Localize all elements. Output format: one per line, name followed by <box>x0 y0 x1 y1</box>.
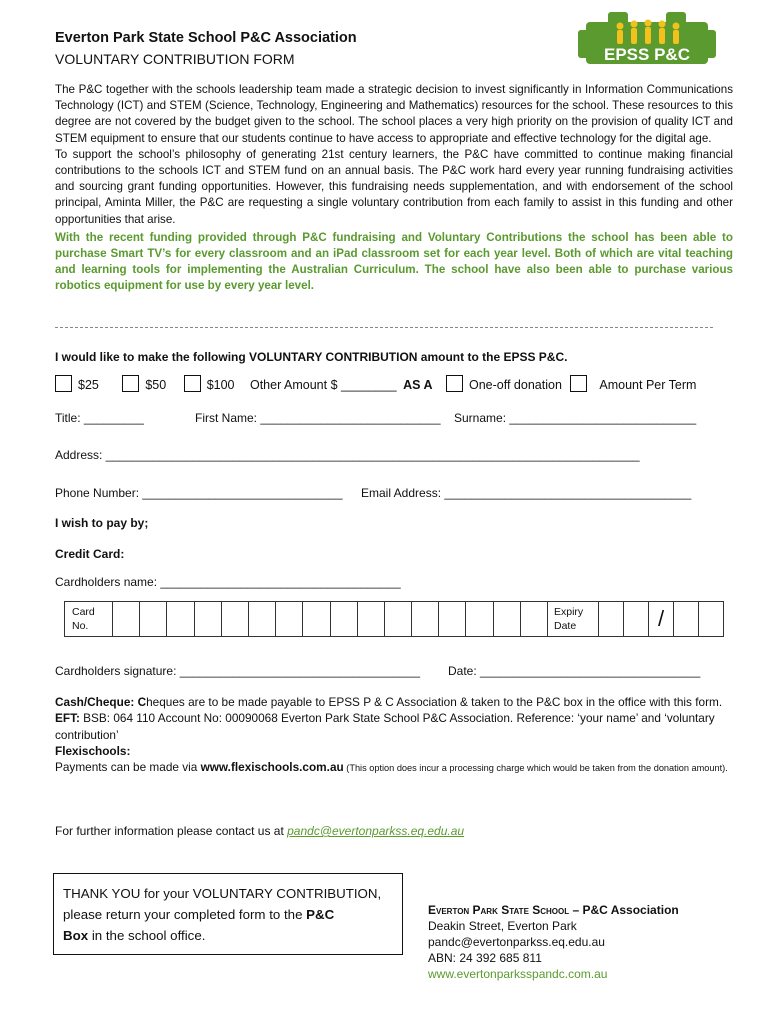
intro-paragraph-1: The P&C together with the schools leadership team made a strategic decision to invest significantly in Information Communications Technology (ICT) and STEM (Science, Technology, Engineering and Mathematics) resources for the school. These resources to this degree are not covered by the budget given to the school. The school places a very high priority on the provision of quality ICT and STEM equipment to ensure that our students continue to have access to appropriate and effective technology for the digital age. <box>55 83 733 145</box>
card-digit-cell[interactable] <box>357 602 384 637</box>
phone-field[interactable]: Phone Number: ______________________________ <box>55 486 343 500</box>
title-field[interactable]: Title: _________ <box>55 411 144 425</box>
checkbox-one-off[interactable] <box>446 375 463 392</box>
contribution-lead: I would like to make the following VOLUNTARY CONTRIBUTION amount to the EPSS P&C. <box>55 350 568 364</box>
card-digit-cell[interactable] <box>466 602 493 637</box>
intro-highlight: With the recent funding provided through P&C fundraising and Voluntary Contributions the school has been able to purchase Smart TV’s for every classroom and an iPad classroom set for each year level. Both of which are vital teaching and learning tools for implementing the Australian Curriculum. The school have also been able to purchase various robotics equipment for use by every year level. <box>55 230 733 293</box>
card-digit-cell[interactable] <box>384 602 411 637</box>
checkbox-100[interactable] <box>184 375 201 392</box>
pay-by-label: I wish to pay by; <box>55 516 149 530</box>
card-number-label: Card No. <box>65 602 113 637</box>
email-field[interactable]: Email Address: _____________________________________ <box>361 486 692 500</box>
card-digit-cell[interactable] <box>276 602 303 637</box>
svg-text:EPSS P&C: EPSS P&C <box>604 45 690 64</box>
card-digit-cell[interactable] <box>194 602 221 637</box>
cardholder-signature-field[interactable]: Cardholders signature: ____________________________________ <box>55 664 420 678</box>
other-amount-field[interactable]: Other Amount $ ________ <box>249 378 397 392</box>
card-details-table <box>64 601 724 637</box>
card-digit-cell[interactable] <box>520 602 547 637</box>
thank-you-box: THANK YOU for your VOLUNTARY CONTRIBUTION, please return your completed form to the P&C Box in the school office. <box>53 873 403 955</box>
card-digit-cell[interactable] <box>113 602 140 637</box>
checkbox-50[interactable] <box>122 375 139 392</box>
amount-25-option[interactable]: $25 <box>55 378 99 392</box>
intro-paragraph-2: To support the school’s philosophy of generating 21st century learners, the P&C have committed to continue making financial contributions to the schools ICT and STEM fund on an annual basis. The P&C work hard every year running fundraising activities and sourcing grant funding opportunities. However, this fundraising needs supplementation, and with endorsement of the school principal, Aminta Miller, the P&C are requesting a single voluntary contribution from each family to assist in this funding and other opportunities that arise. <box>55 147 733 226</box>
card-digit-cell[interactable] <box>140 602 167 637</box>
form-title: VOLUNTARY CONTRIBUTION FORM <box>55 51 295 67</box>
contact-email-link[interactable]: pandc@evertonparkss.eq.edu.au <box>287 824 465 838</box>
card-digit-cell[interactable] <box>167 602 194 637</box>
page-title: Everton Park State School P&C Association <box>55 30 357 46</box>
card-digit-cell[interactable] <box>221 602 248 637</box>
card-digit-cell[interactable] <box>248 602 275 637</box>
card-digit-cell[interactable] <box>330 602 357 637</box>
card-digit-cell[interactable] <box>493 602 520 637</box>
contact-line: For further information please contact us at pandc@evertonparkss.eq.edu.au <box>55 824 465 838</box>
per-term-option[interactable]: Amount Per Term <box>570 378 696 392</box>
expiry-slash: / <box>649 602 674 637</box>
checkbox-per-term[interactable] <box>570 375 587 392</box>
expiry-date-label: Expiry Date <box>548 602 599 637</box>
flexischools-link[interactable]: www.flexischools.com.au <box>200 760 344 775</box>
one-off-option[interactable]: One-off donation <box>446 378 562 392</box>
amount-50-option[interactable]: $50 <box>122 378 166 392</box>
card-digit-cell[interactable] <box>412 602 439 637</box>
date-field[interactable]: Date: _________________________________ <box>448 664 701 678</box>
credit-card-label: Credit Card: <box>55 547 125 561</box>
expiry-digit-cell[interactable] <box>599 602 624 637</box>
expiry-digit-cell[interactable] <box>699 602 724 637</box>
checkbox-25[interactable] <box>55 375 72 392</box>
expiry-digit-cell[interactable] <box>624 602 649 637</box>
surname-field[interactable]: Surname: ____________________________ <box>454 411 697 425</box>
card-digit-cell[interactable] <box>439 602 466 637</box>
amount-options <box>55 375 696 393</box>
epss-pc-logo <box>578 8 716 70</box>
footer-contact: Everton Park State School – P&C Association Deakin Street, Everton Park pandc@evertonparkss.eq.edu.au ABN: 24 392 685 811 www.evertonparksspandc.com.au <box>428 903 679 981</box>
expiry-digit-cell[interactable] <box>674 602 699 637</box>
card-digit-cell[interactable] <box>303 602 330 637</box>
amount-100-option[interactable]: $100 <box>184 378 235 392</box>
first-name-field[interactable]: First Name: ___________________________ <box>195 411 441 425</box>
as-a-label: AS A <box>403 378 433 392</box>
divider <box>55 327 713 328</box>
address-field[interactable]: Address: ________________________________________________________________________________ <box>55 448 640 462</box>
payment-methods: Cash/Cheque: Cheques are to be made payable to EPSS P & C Association & taken to the P&C box in the office with this form. EFT: BSB: 064 110 Account No: 00090068 Everton Park State School P&C Association. Reference: ‘your name’ and ‘voluntary contribution’ Flexischools: Payments can be made via www.flexischools.com.au (This option does incur a processing charge which would be taken from the donation amount). <box>55 695 728 775</box>
footer-website-link[interactable]: www.evertonparksspandc.com.au <box>428 967 608 981</box>
cardholder-name-field[interactable]: Cardholders name: ____________________________________ <box>55 575 401 589</box>
